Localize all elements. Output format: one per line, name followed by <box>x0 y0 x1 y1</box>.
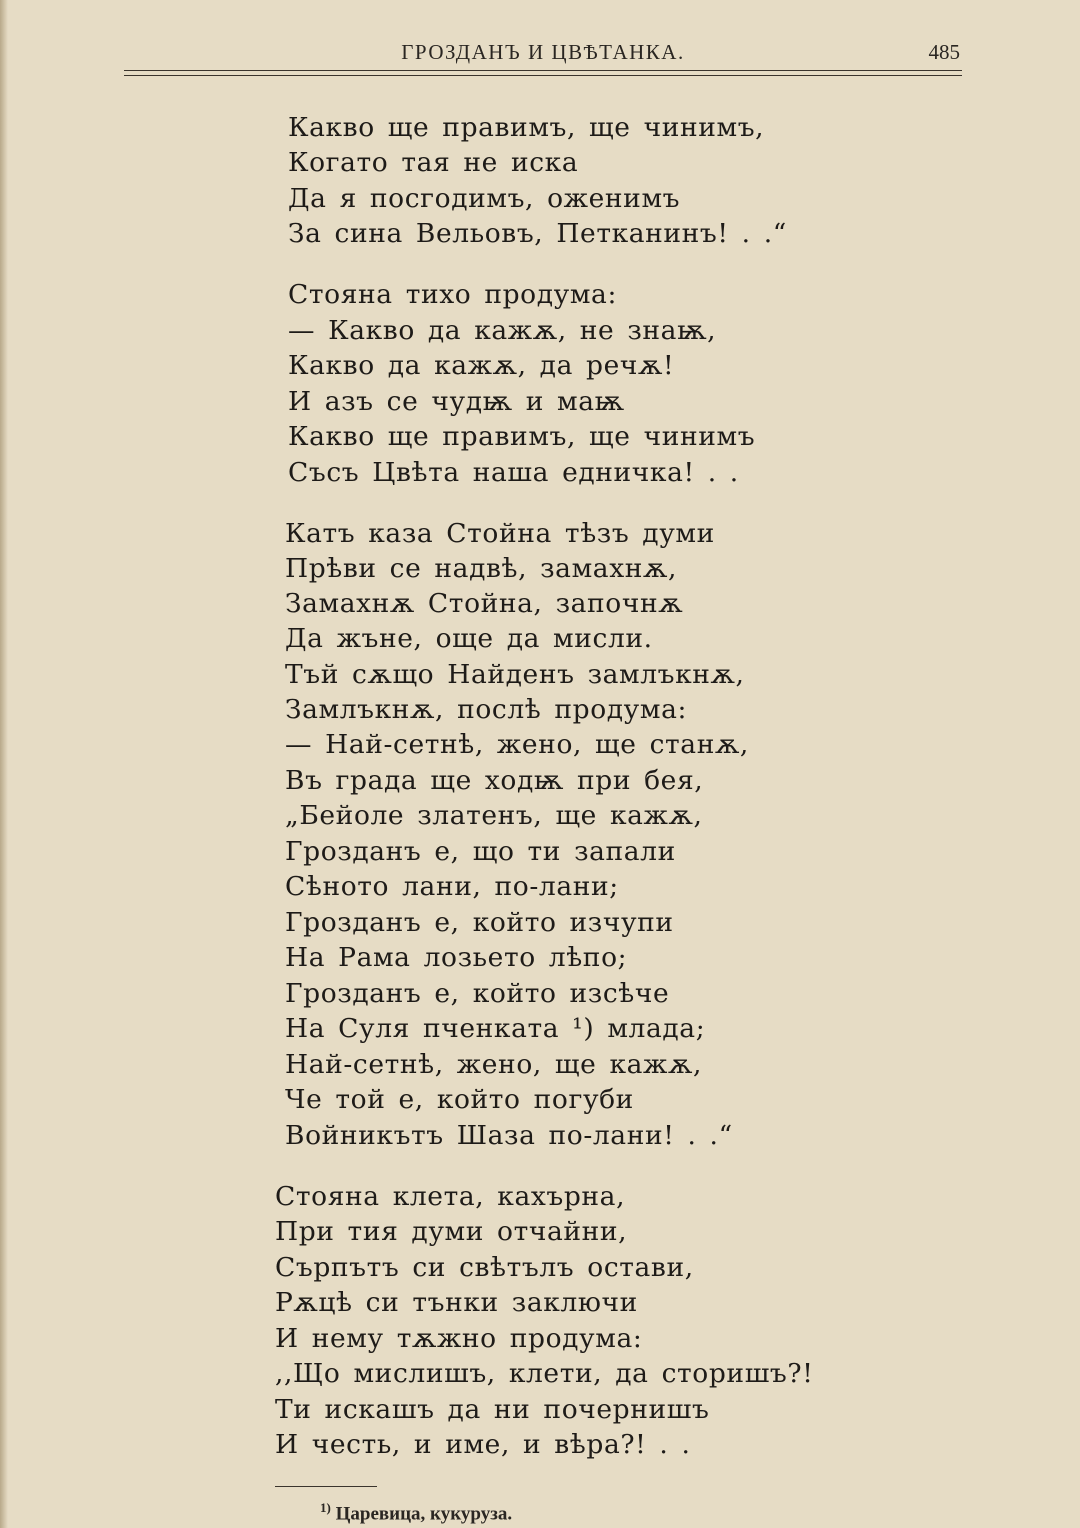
poem-line: Да я посгодимъ, оженимъ <box>288 183 681 214</box>
poem-line: Грозданъ е, който изсѣче <box>285 978 670 1009</box>
footnote-rule <box>275 1486 377 1487</box>
poem-line: За сина Вельовъ, Петканинъ! . .“ <box>288 218 787 249</box>
footnote-text: Царевица, кукуруза. <box>335 1503 513 1525</box>
poem-line: Войникътъ Шаза по-лани! . .“ <box>285 1120 733 1151</box>
poem-line: Най-сетнѣ, жено, ще кажѫ, <box>285 1049 703 1080</box>
poem-line: И нему тѫжно продума: <box>275 1323 643 1354</box>
poem-line: Какво ще правимъ, ще чинимъ <box>288 421 756 452</box>
poem-line: Тъй сѫщо Найденъ замлъкнѫ, <box>285 659 745 690</box>
poem-line: — Най-сетнѣ, жено, ще станѫ, <box>285 729 749 760</box>
poem-line: Грозданъ е, който изчупи <box>285 907 674 938</box>
poem-line: ,,Що мислишъ, клети, да сторишъ?! <box>275 1358 814 1389</box>
poem-line: На Суля пченката ¹) млада; <box>285 1013 706 1044</box>
footnote <box>320 1500 512 1525</box>
poem-line: И честь, и име, и вѣра?! . . <box>275 1429 691 1460</box>
poem-line: Прѣви се надвѣ, замахнѫ, <box>285 553 678 584</box>
poem-line: Сѣното лани, по-лани; <box>285 871 619 902</box>
poem-line: Катъ каза Стойна тѣзъ думи <box>285 518 715 549</box>
poem-line: Какво ще правимъ, ще чинимъ, <box>288 112 765 143</box>
poem-line: „Бейоле златенъ, ще кажѫ, <box>285 800 703 831</box>
poem-line: Че той е, който погуби <box>285 1084 634 1115</box>
poem-line: Сърпътъ си свѣтълъ остави, <box>275 1252 694 1283</box>
poem-line: Съсъ Цвѣта наша едничка! . . <box>288 457 739 488</box>
page-binding-edge <box>0 0 8 1528</box>
poem-line: Стояна клета, кахърна, <box>275 1181 626 1212</box>
header-double-rule <box>124 70 962 76</box>
poem-line: Рѫцѣ си тънки заключи <box>275 1287 638 1318</box>
poem-line: При тия думи отчайни, <box>275 1216 628 1247</box>
footnote-marker: 1) <box>320 1500 331 1515</box>
poem-line: — Какво да кажѫ, не знаѭ, <box>288 315 717 346</box>
poem-line: И азъ се чудѭ и маѭ <box>288 386 625 417</box>
poem-line: Когато тая не иска <box>288 147 579 178</box>
poem-line: Ти искашъ да ни почернишъ <box>275 1394 710 1425</box>
poem-line: Замахнѫ Стойна, започнѫ <box>285 588 684 619</box>
page-header <box>124 40 962 72</box>
poem-line: Стояна тихо продума: <box>288 279 617 310</box>
poem-line: Грозданъ е, що ти запали <box>285 836 676 867</box>
running-title: ГРОЗДАНЪ И ЦВѢТАНКА. <box>401 40 685 64</box>
poem-line: Да жъне, още да мисли. <box>285 623 653 654</box>
poem-line: Въ града ще ходѭ при бея, <box>285 765 704 796</box>
poem-line: Замлъкнѫ, послѣ продума: <box>285 694 687 725</box>
poem-line: Какво да кажѫ, да речѫ! <box>288 350 675 381</box>
poem-line: На Рама лозьето лѣпо; <box>285 942 628 973</box>
page-number: 485 <box>928 40 960 64</box>
